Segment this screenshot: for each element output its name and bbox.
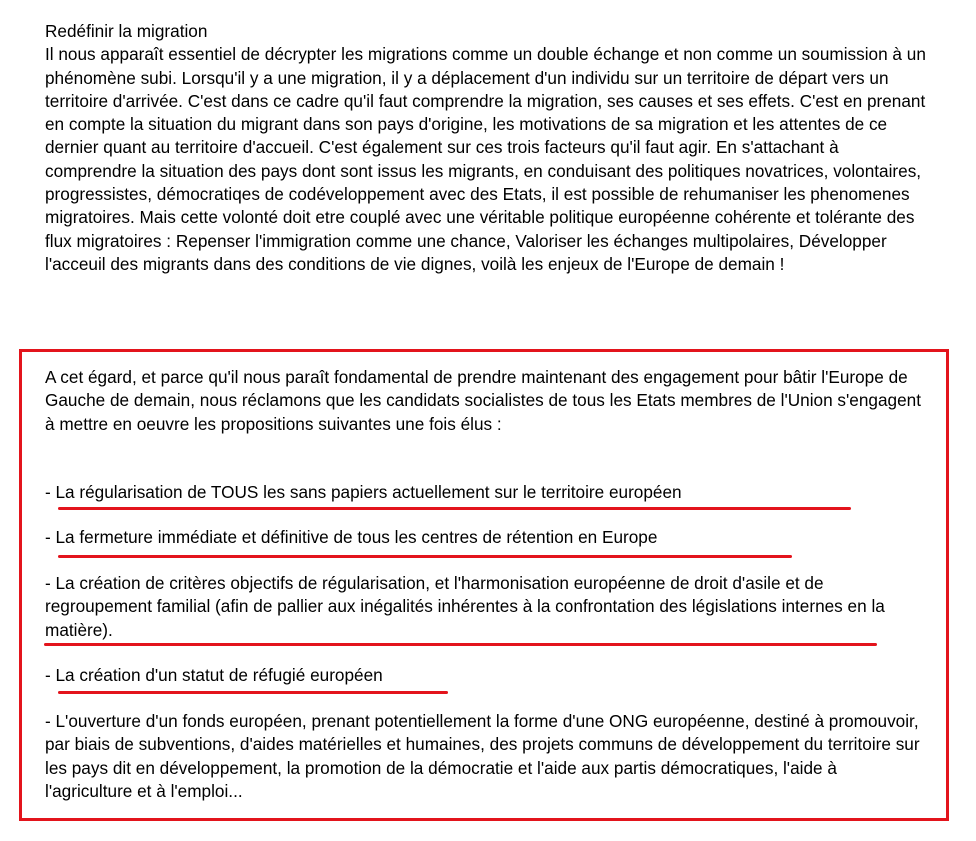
proposal-item: - L'ouverture d'un fonds européen, prenant potentiellement la forme d'une ONG européenne, destiné à promouvoir, par biais de subventions, d'aides matérielles et humaines, des projets communs de développement du territoire sur les pays dit en développement, la promotion de la démocratie et l'aide aux partis démocratiques, l'aide à l'agriculture et à l'emploi... <box>45 711 920 801</box>
red-underline-mark <box>58 691 448 694</box>
red-underline-mark <box>58 507 851 510</box>
red-underline-mark <box>44 643 877 646</box>
proposal-item: - La fermeture immédiate et définitive de tous les centres de rétention en Europe <box>45 527 658 547</box>
proposal-item: - La régularisation de TOUS les sans papiers actuellement sur le territoire européen <box>45 482 682 502</box>
proposal-item: - La création de critères objectifs de régularisation, et l'harmonisation européenne de droit d'asile et de regroupement familial (afin de pallier aux inégalités inhérentes à la confrontation des législations internes en la matière). <box>45 573 885 640</box>
red-underline-mark <box>58 555 792 558</box>
proposal-item: - La création d'un statut de réfugié européen <box>45 665 383 685</box>
intro-paragraph: Il nous apparaît essentiel de décrypter les migrations comme un double échange et non comme un soumission à un phénomène subi. Lorsqu'il y a une migration, il y a déplacement d'un individu sur un territoire de départ vers un territoire d'arrivée. C'est dans ce cadre qu'il faut comprendre la migration, ses causes et ses effets. C'est en prenant en compte la situation du migrant dans son pays d'origine, les motivations de sa migration et les attentes de ce dernier quant au territoire d'accueil. C'est également sur ces trois facteurs qu'il faut agir. En s'attachant à comprendre la situation des pays dont sont issus les migrants, en conduisant des politiques novatrices, volontaires, progressistes, démocratiqes de codéveloppement avec des Etats, il est possible de rehumaniser les phenomenes migratoires. Mais cette volonté doit etre couplé avec une véritable politique européenne cohérente et tolérante des flux migratoires : Repenser l'immigration comme une chance, Valoriser les échanges multipolaires, Développer l'acceuil des migrants dans des conditions de vie dignes, voilà les enjeux de l'Europe de demain ! <box>45 44 926 274</box>
intro-section <box>45 20 930 276</box>
proposals-intro-paragraph: A cet égard, et parce qu'il nous paraît fondamental de prendre maintenant des engagement pour bâtir l'Europe de Gauche de demain, nous réclamons que les candidats socialistes de tous les Etats membres de l'Union s'engagent à mettre en oeuvre les propositions suivantes une fois élus : <box>45 367 921 434</box>
section-title: Redéfinir la migration <box>45 21 208 41</box>
